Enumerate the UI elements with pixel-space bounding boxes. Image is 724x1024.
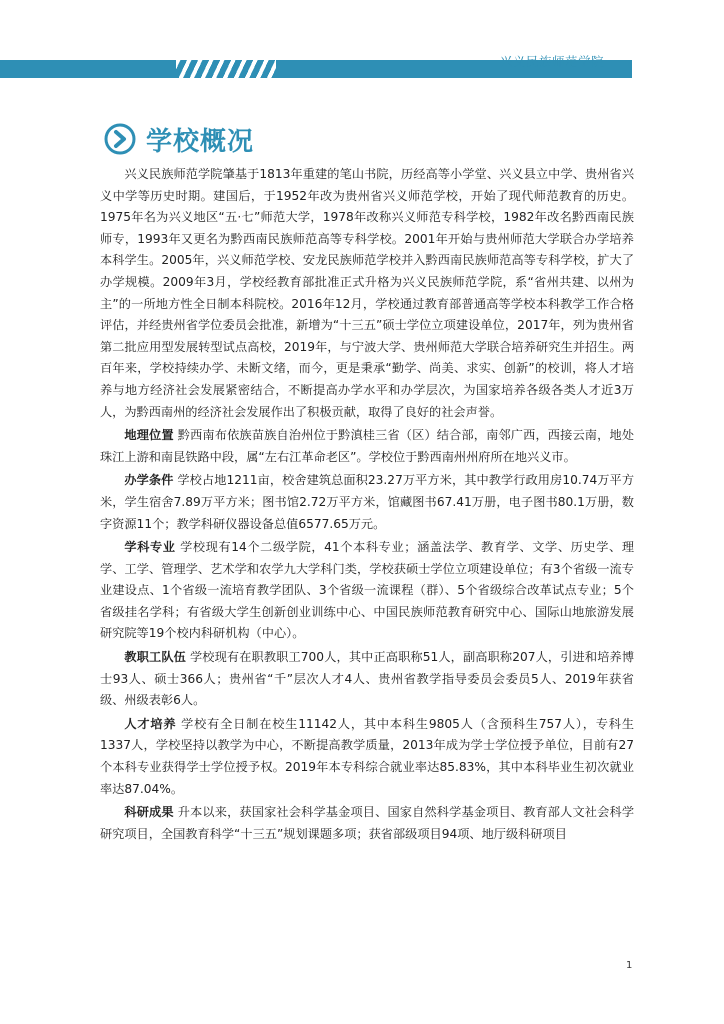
paragraph-research (100, 802, 634, 845)
text-disciplines: 学校现有14个二级学院，41个本科专业；涵盖法学、教育学、文学、历史学、理学、工学、管理学、艺术学和农学九大学科门类，学校获硕士学位立项建设单位；有3个省级一流专业建设点、1个省级一流培育教学团队、3个省级一流课程（群）、5个省级综合改革试点专业；5个省级挂名学科；有省级大学生创新创业训练中心、中国民族师范教育研究中心、国际山地旅游发展研究院等19个校内科研机构（中心）。 (100, 540, 635, 641)
label-disciplines: 学科专业 (124, 540, 176, 555)
header-stripes (176, 60, 276, 78)
label-research: 科研成果 (124, 805, 174, 820)
intro-paragraph: 兴义民族师范学院肇基于1813年重建的笔山书院，历经高等小学堂、兴义县立中学、贵州省兴义中学等历史时期。建国后，于1952年改为贵州省兴义师范学校，开始了现代师范教育的历史。1975年名为兴义地区“五·七”师范大学，1978年改称兴义师范专科学校，1982年改名黔西南民族师专，1993年又更名为黔西南民族师范高等专科学校。2001年开始与贵州师范大学联合办学培养本科学生。2005年，兴义师范学校、安龙民族师范学校并入黔西南民族师范高等专科学校，扩大了办学规模。2009年3月，学校经教育部批准正式升格为兴义民族师范学院，系“省州共建、以州为主”的一所地方性全日制本科院校。2016年12月，学校通过教育部普通高等学校本科教学工作合格评估，并经贵州省学位委员会批准，新增为“十三五”硕士学位立项建设单位，2017年，列为贵州省第二批应用型发展转型试点高校，2019年，与宁波大学、贵州师范大学联合培养研究生并招生。两百年来，学校持续办学、未断文绪，而今，更是秉承“勤学、尚美、求实、创新”的校训，将人才培养与地方经济社会发展紧密结合，不断提高办学水平和办学层次，为国家培养各级各类人才近3万人，为黔西南州的经济社会发展作出了积极贡献，取得了良好的社会声誉。 (100, 167, 634, 419)
header-side-box (612, 60, 632, 78)
label-staff: 教职工队伍 (124, 650, 186, 665)
text-research: 升本以来，获国家社会科学基金项目、国家自然科学基金项目、教育部人文社会科学研究项目，全国教育科学“十三五”规划课题多项；获省部级项目94项、地厅级科研项目 (100, 805, 635, 841)
chevron-circle-icon (104, 123, 136, 155)
paragraph-disciplines (100, 537, 634, 645)
page-header (0, 0, 724, 90)
paragraph-talent (100, 714, 634, 800)
label-location: 地理位置 (124, 428, 174, 443)
text-conditions: 学校占地1211亩，校舍建筑总面积23.27万平方米，其中教学行政用房10.74万平方米，学生宿舍7.89万平方米；图书馆2.72万平方米，馆藏图书67.41万册，电子图书80.1万册，数字资源11个；教学科研仪器设备总值6577.65万元。 (100, 473, 635, 531)
paragraph-location (100, 425, 634, 468)
text-staff: 学校现有在职教职工700人，其中正高职称51人，副高职称207人，引进和培养博士93人、硕士366人；贵州省“千”层次人才4人、贵州省教学指导委员会委员5人、2019年获省级、州级表彰6人。 (100, 650, 635, 708)
paragraph-conditions (100, 470, 634, 535)
label-talent: 人才培养 (124, 716, 177, 731)
section-title: 学校概况 (146, 126, 255, 157)
text-location: 黔西南布依族苗族自治州位于黔滇桂三省（区）结合部，南邻广西，西接云南，地处珠江上游和南昆铁路中段，属“左右江革命老区”。学校位于黔西南州州府所在地兴义市。 (100, 428, 635, 464)
page-number: 1 (626, 960, 633, 971)
header-school-name: 兴义民族师范学院 (500, 54, 605, 69)
text-talent: 学校有全日制在校生11142人，其中本科生9805人（含预科生757人），专科生1337人，学校坚持以教学为中心，不断提高教学质量，2013年成为学士学位授予单位，目前有27个本科专业获得学士学位授予权。2019年本专科综合就业率达85.83%，其中本科毕业生初次就业率达87.04%。 (100, 716, 635, 796)
article-body (100, 164, 634, 845)
label-conditions: 办学条件 (124, 473, 174, 488)
section-heading (104, 122, 254, 156)
paragraph-staff (100, 647, 634, 712)
